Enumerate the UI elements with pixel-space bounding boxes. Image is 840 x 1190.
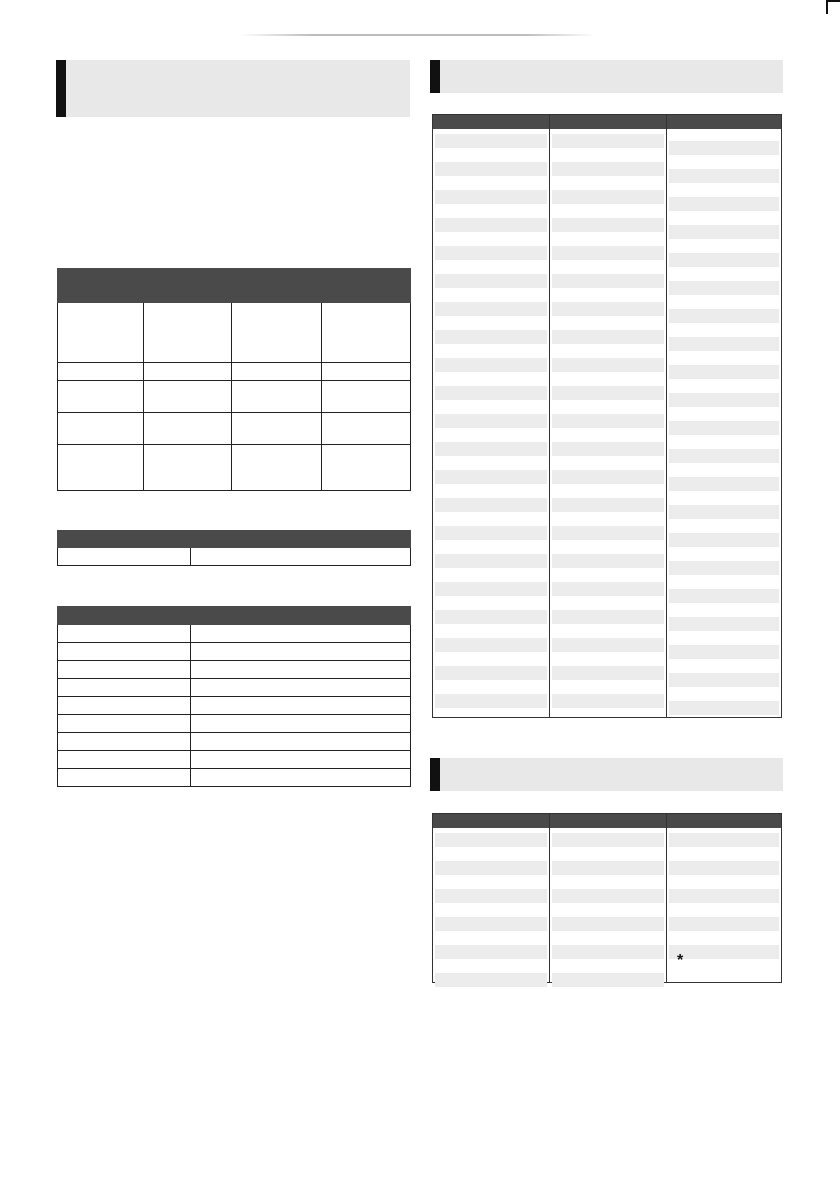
- column-header: [550, 115, 666, 129]
- row-stripe: [669, 833, 779, 847]
- row-stripe: [552, 442, 664, 456]
- row-stripe: [552, 358, 664, 372]
- row-stripe: [435, 554, 547, 568]
- row-stripe: [435, 973, 547, 987]
- row-stripe: [552, 833, 664, 847]
- table-header-cell: [322, 269, 411, 303]
- table-cell: [232, 303, 322, 363]
- table-header-cell: [144, 269, 232, 303]
- table-cell: [191, 548, 411, 566]
- row-stripe: [669, 421, 779, 435]
- table-header-cell: [58, 269, 144, 303]
- table-header-cell: [191, 607, 411, 625]
- row-stripe: [669, 197, 779, 211]
- code-list-column-1: [432, 114, 550, 718]
- table-cell: [144, 413, 232, 445]
- row-stripe: [669, 449, 779, 463]
- row-stripe: [435, 274, 547, 288]
- table-header-cell: [58, 607, 191, 625]
- column-header: [433, 814, 549, 828]
- row-stripe: [552, 134, 664, 148]
- section-header-bar: [430, 60, 440, 93]
- row-stripe: [552, 470, 664, 484]
- row-stripe: [552, 414, 664, 428]
- table-cell: [58, 733, 191, 751]
- table-cell: [191, 625, 411, 643]
- code-list-2-column-1: [432, 813, 550, 983]
- row-stripe: [435, 162, 547, 176]
- table-cell: [191, 751, 411, 769]
- row-stripe: [552, 190, 664, 204]
- table-cell: [58, 643, 191, 661]
- row-stripe: [435, 694, 547, 708]
- section-header-bar: [430, 758, 440, 791]
- table-cell: [58, 548, 191, 566]
- row-stripe: [669, 505, 779, 519]
- row-stripe: [552, 945, 664, 959]
- row-stripe: [669, 673, 779, 687]
- row-stripe: [552, 554, 664, 568]
- table-cell: [191, 661, 411, 679]
- row-stripe: [669, 917, 779, 931]
- table-cell: [58, 363, 144, 381]
- crop-mark: [826, 0, 828, 14]
- table-cell: [58, 303, 144, 363]
- table-cell: [191, 769, 411, 787]
- row-stripe: [552, 302, 664, 316]
- table-cell: [191, 679, 411, 697]
- table-cell: [232, 363, 322, 381]
- row-stripe: [669, 617, 779, 631]
- table-cell: [144, 381, 232, 413]
- right-section-header-1: [430, 60, 783, 93]
- crop-mark-horizontal: [826, 0, 840, 2]
- row-stripe: [669, 945, 779, 959]
- column-header: [667, 115, 781, 129]
- row-stripe: [552, 274, 664, 288]
- table-cell: [232, 381, 322, 413]
- column-header: [433, 115, 549, 129]
- section-header-bar: [56, 60, 66, 117]
- table-cell: [58, 381, 144, 413]
- table-cell: [58, 413, 144, 445]
- row-stripe: [669, 281, 779, 295]
- left-table-1: [57, 268, 411, 491]
- row-stripe: [552, 889, 664, 903]
- row-stripe: [435, 526, 547, 540]
- code-list-column-2: [549, 114, 667, 718]
- row-stripe: [435, 889, 547, 903]
- row-stripe: [435, 945, 547, 959]
- footnote-asterisk: *: [677, 952, 684, 969]
- row-stripe: [435, 610, 547, 624]
- table-cell: [322, 413, 411, 445]
- row-stripe: [552, 330, 664, 344]
- table-cell: [58, 625, 191, 643]
- row-stripe: [435, 638, 547, 652]
- row-stripe: [669, 861, 779, 875]
- left-table-3: [57, 606, 411, 787]
- row-stripe: [552, 694, 664, 708]
- row-stripe: [552, 246, 664, 260]
- table-cell: [232, 445, 322, 491]
- row-stripe: [435, 218, 547, 232]
- row-stripe: [669, 365, 779, 379]
- table-cell: [232, 413, 322, 445]
- row-stripe: [552, 218, 664, 232]
- table-cell: [58, 769, 191, 787]
- table-cell: [144, 303, 232, 363]
- code-list-column-3: [666, 114, 782, 718]
- row-stripe: [435, 246, 547, 260]
- row-stripe: [552, 526, 664, 540]
- row-stripe: [435, 386, 547, 400]
- table-cell: [322, 381, 411, 413]
- row-stripe: [669, 253, 779, 267]
- row-stripe: [552, 162, 664, 176]
- row-stripe: [552, 610, 664, 624]
- table-header-cell: [58, 531, 191, 548]
- row-stripe: [552, 582, 664, 596]
- row-stripe: [669, 309, 779, 323]
- row-stripe: [552, 638, 664, 652]
- table-cell: [58, 751, 191, 769]
- row-stripe: [669, 169, 779, 183]
- row-stripe: [552, 861, 664, 875]
- row-stripe: [669, 393, 779, 407]
- row-stripe: [552, 498, 664, 512]
- table-cell: [58, 661, 191, 679]
- row-stripe: [669, 141, 779, 155]
- row-stripe: [669, 225, 779, 239]
- row-stripe: [435, 917, 547, 931]
- code-list-2-column-3: [666, 813, 782, 983]
- table-cell: [191, 733, 411, 751]
- row-stripe: [435, 666, 547, 680]
- row-stripe: [435, 498, 547, 512]
- table-cell: [191, 643, 411, 661]
- row-stripe: [435, 470, 547, 484]
- row-stripe: [435, 302, 547, 316]
- row-stripe: [435, 582, 547, 596]
- left-section-header: [56, 60, 410, 117]
- table-cell: [58, 715, 191, 733]
- row-stripe: [669, 561, 779, 575]
- row-stripe: [669, 701, 779, 715]
- column-header: [667, 814, 781, 828]
- row-stripe: [435, 442, 547, 456]
- row-stripe: [669, 533, 779, 547]
- row-stripe: [435, 330, 547, 344]
- table-cell: [58, 679, 191, 697]
- row-stripe: [669, 477, 779, 491]
- row-stripe: [435, 833, 547, 847]
- row-stripe: [669, 337, 779, 351]
- table-cell: [322, 303, 411, 363]
- row-stripe: [552, 666, 664, 680]
- top-rule: [240, 34, 596, 36]
- row-stripe: [435, 861, 547, 875]
- table-cell: [191, 715, 411, 733]
- table-header-cell: [232, 269, 322, 303]
- table-header-cell: [191, 531, 411, 548]
- row-stripe: [552, 386, 664, 400]
- row-stripe: [435, 414, 547, 428]
- column-header: [550, 814, 666, 828]
- row-stripe: [669, 645, 779, 659]
- table-cell: [191, 697, 411, 715]
- table-cell: [58, 697, 191, 715]
- row-stripe: [552, 973, 664, 987]
- table-cell: [322, 445, 411, 491]
- table-cell: [322, 363, 411, 381]
- right-section-header-2: [430, 758, 783, 791]
- table-cell: [144, 445, 232, 491]
- left-table-2: [57, 530, 411, 566]
- row-stripe: [669, 589, 779, 603]
- row-stripe: [669, 889, 779, 903]
- code-list-2-column-2: [549, 813, 667, 983]
- row-stripe: [435, 358, 547, 372]
- row-stripe: [552, 917, 664, 931]
- table-cell: [144, 363, 232, 381]
- row-stripe: [435, 134, 547, 148]
- row-stripe: [435, 190, 547, 204]
- table-cell: [58, 445, 144, 491]
